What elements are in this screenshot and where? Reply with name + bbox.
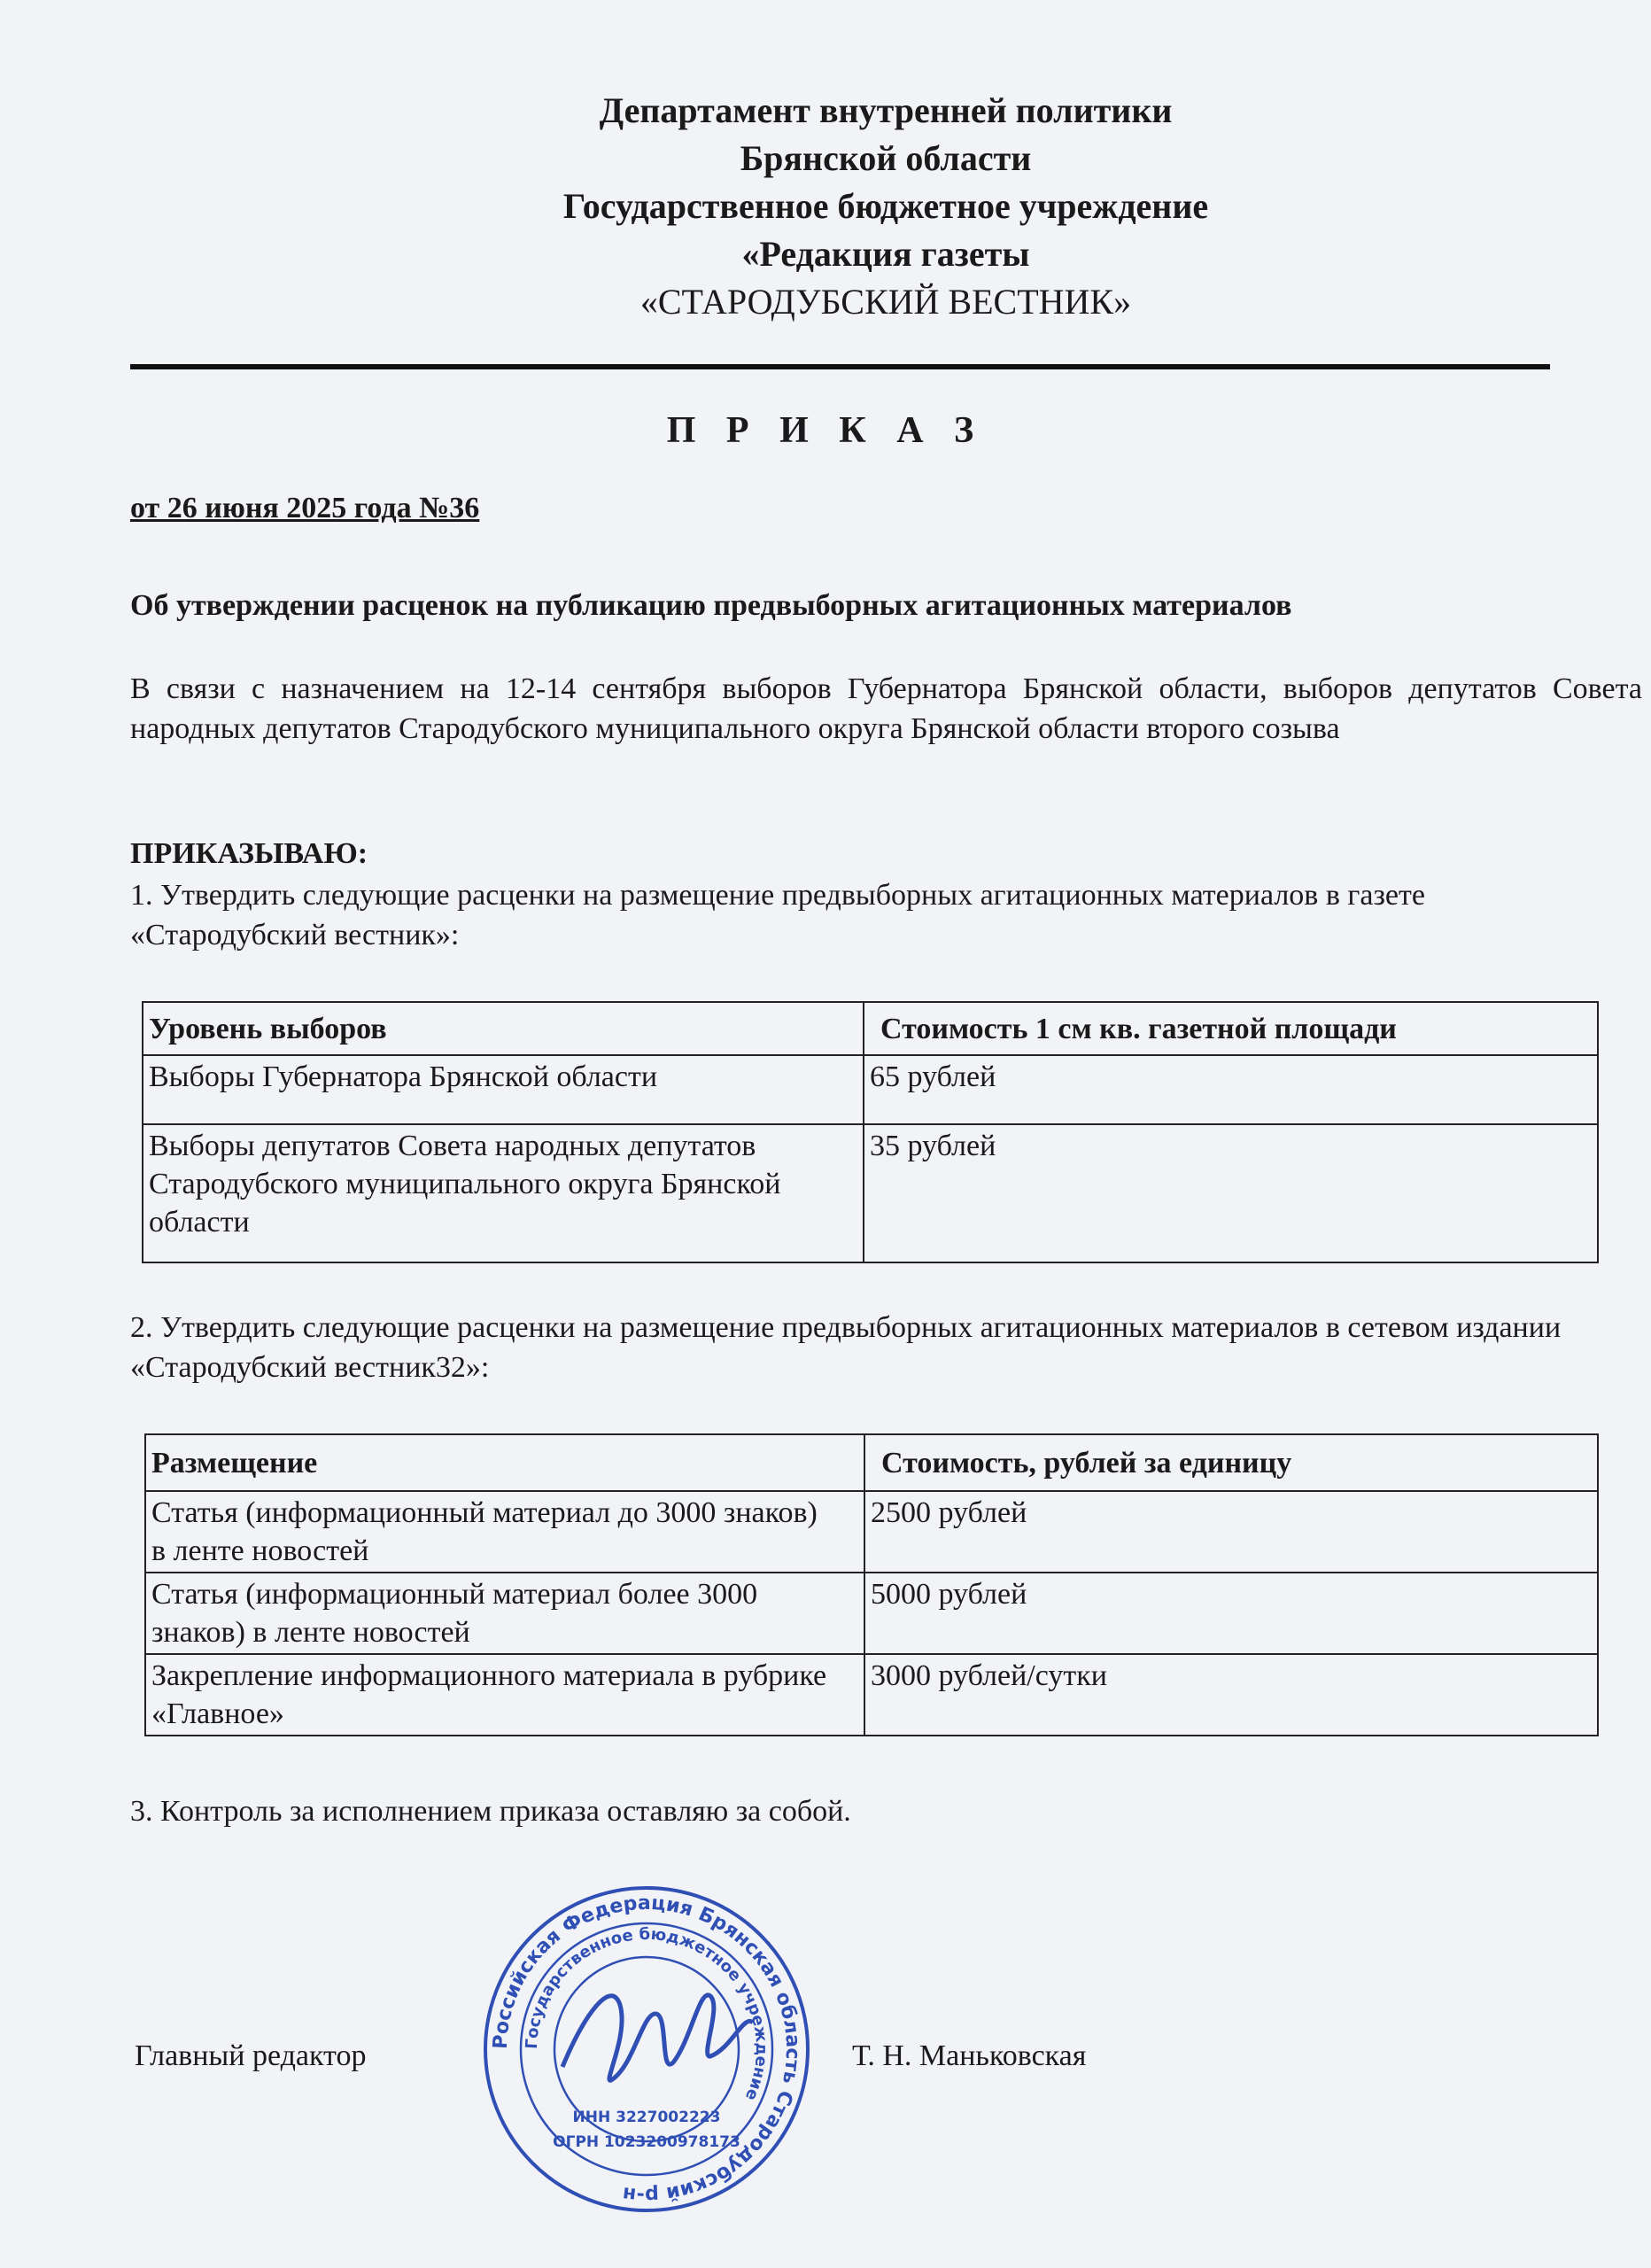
order-date: от 26 июня 2025 года №36 (130, 492, 480, 524)
table-cell: Закрепление информационного материала в рубрике «Главное» (145, 1654, 864, 1736)
table-row (145, 1491, 1598, 1573)
table-cell: Статья (информационный материал до 3000 знаков) в ленте новостей (145, 1491, 864, 1573)
header-line-5: «СТАРОДУБСКИЙ ВЕСТНИК» (639, 282, 1132, 322)
official-stamp (478, 1881, 815, 2218)
header-line-1: Департамент внутренней политики (599, 90, 1173, 130)
online-rates-table (144, 1433, 1599, 1736)
table-row (143, 1124, 1598, 1262)
document-title: П Р И К А З (666, 410, 985, 451)
item-3: 3. Контроль за исполнением приказа оставляю за собой. (130, 1795, 851, 1828)
table-header-cell: Уровень выборов (143, 1002, 864, 1055)
order-subject: Об утверждении расценок на публикацию предвыборных агитационных материалов (130, 589, 1292, 622)
stamp-outer-text: Российская Федерация Брянская область Стародубский р-н (489, 1891, 804, 2207)
stamp-inn: ИНН 3227002223 (572, 2109, 721, 2126)
signature-mark (562, 1995, 753, 2080)
table-cell: Выборы депутатов Совета народных депутатов Стародубского муниципального округа Брянской области (143, 1124, 864, 1262)
order-word: ПРИКАЗЫВАЮ: (130, 837, 368, 870)
stamp-ogrn: ОГРН 1023200978173 (553, 2133, 740, 2151)
item-1: 1. Утвердить следующие расценки на размещение предвыборных агитационных материалов в газете «Стародубский вестник»: (130, 879, 1425, 951)
signature-name: Т. Н. Маньковская (852, 2039, 1087, 2072)
table-row (143, 1055, 1598, 1124)
table-row (145, 1654, 1598, 1736)
stamp-inner-text: Государственное бюджетное учреждение (522, 1924, 771, 2104)
item-2: 2. Утвердить следующие расценки на размещение предвыборных агитационных материалов в сетевом издании «Стародубский вестник32»: (130, 1311, 1562, 1384)
table-cell: Статья (информационный материал более 3000 знаков) в ленте новостей (145, 1573, 864, 1654)
document-header (354, 87, 1417, 326)
intro-paragraph: В связи с назначением на 12-14 сентября выборов Губернатора Брянской области, выборов депутатов Совета народных депутатов Стародубского муниципального округа Брянской области второго созыва (130, 672, 1642, 745)
header-line-3: Государственное бюджетное учреждение (562, 186, 1209, 226)
table-header-row (143, 1002, 1598, 1055)
newspaper-rates-table (142, 1001, 1599, 1263)
signature-position: Главный редактор (135, 2039, 367, 2072)
table-header-row (145, 1434, 1598, 1491)
table-row (145, 1573, 1598, 1654)
table-cell: 35 рублей (864, 1124, 1598, 1262)
table-cell: 65 рублей (864, 1055, 1598, 1124)
table-cell: 3000 рублей/сутки (864, 1654, 1598, 1736)
header-line-4: «Редакция газеты (741, 234, 1030, 274)
table-header-cell: Стоимость, рублей за единицу (864, 1434, 1598, 1491)
header-line-2: Брянской области (740, 138, 1032, 178)
table-header-cell: Размещение (145, 1434, 864, 1491)
table-cell: 5000 рублей (864, 1573, 1598, 1654)
table-header-cell: Стоимость 1 см кв. газетной площади (864, 1002, 1598, 1055)
header-divider (130, 364, 1550, 369)
table-cell: Выборы Губернатора Брянской области (143, 1055, 864, 1124)
table-cell: 2500 рублей (864, 1491, 1598, 1573)
